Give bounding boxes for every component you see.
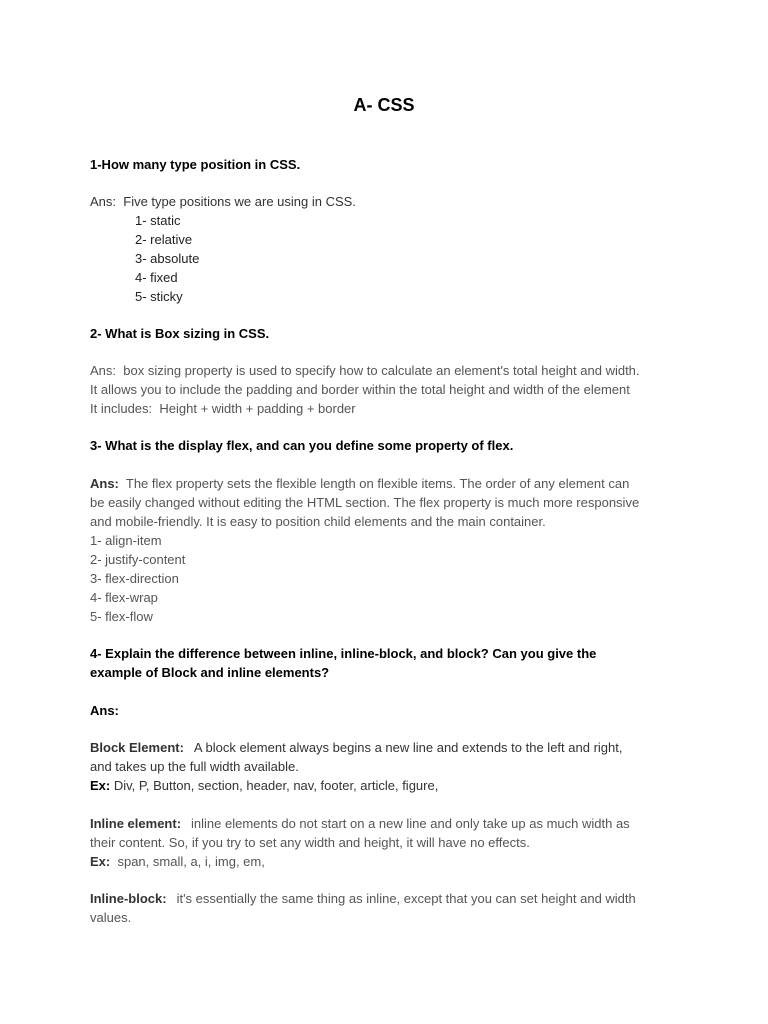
list-item: 5- sticky: [135, 289, 183, 304]
block-element-line-2: and takes up the full width available.: [90, 759, 299, 774]
answer-3-line-1: [90, 474, 710, 493]
list-item: 2- justify-content: [90, 552, 186, 567]
includes-label: It includes:: [90, 401, 153, 416]
answer-1-intro: [90, 192, 690, 211]
answer-text: box sizing property is used to specify how to calculate an element's total height and width.: [123, 363, 640, 378]
question-4-line-1: 4- Explain the difference between inline, inline-block, and block? Can you give the: [90, 646, 597, 661]
inline-block-line-2: values.: [90, 910, 132, 925]
answer-2-line-1: [90, 361, 710, 380]
example-text: Div, P, Button, section, header, nav, footer, article, figure,: [113, 778, 439, 793]
list-item: 4- flex-wrap: [90, 590, 158, 605]
question-4-line-2: example of Block and inline elements?: [90, 665, 330, 680]
question-1: 1-How many type position in CSS.: [90, 157, 301, 172]
inline-element-line-1: [90, 814, 710, 833]
block-element-line-1: [90, 738, 710, 757]
block-element-text: A block element always begins a new line and extends to the left and right,: [193, 740, 623, 755]
inline-block-line-1: [90, 889, 710, 908]
example-label: Ex:: [90, 778, 111, 793]
answer-2-line-3: [90, 399, 690, 418]
list-item: 2- relative: [135, 232, 193, 247]
list-item: 4- fixed: [135, 270, 178, 285]
question-2: 2- What is Box sizing in CSS.: [90, 326, 270, 341]
question-3: 3- What is the display flex, and can you define some property of flex.: [90, 438, 514, 453]
example-label: Ex:: [90, 854, 111, 869]
answer-3-line-2: be easily changed without editing the HTML section. The flex property is much more responsive: [90, 495, 640, 510]
list-item: 3- absolute: [135, 251, 200, 266]
answer-label: Ans:: [90, 194, 117, 209]
block-example: [90, 776, 690, 795]
block-element-label: Block Element:: [90, 740, 184, 755]
inline-element-line-2: their content. So, if you try to set any width and height, it will have no effects.: [90, 835, 530, 850]
inline-block-label: Inline-block:: [90, 891, 167, 906]
answer-label: Ans:: [90, 363, 117, 378]
answer-label: Ans:: [90, 476, 119, 491]
inline-element-text: inline elements do not start on a new line and only take up as much width as: [191, 816, 630, 831]
answer-2-line-2: It allows you to include the padding and border within the total height and width of the element: [90, 382, 630, 397]
list-item: 1- static: [135, 213, 181, 228]
inline-block-text: it's essentially the same thing as inline, except that you can set height and width: [176, 891, 636, 906]
answer-3-line-3: and mobile-friendly. It is easy to position child elements and the main container.: [90, 514, 546, 529]
example-text: span, small, a, i, img, em,: [117, 854, 265, 869]
answer-4-label: Ans:: [90, 703, 119, 718]
flex-property-list: [90, 531, 185, 626]
answer-text: The flex property sets the flexible length on flexible items. The order of any element can: [125, 476, 630, 491]
inline-element-label: Inline element:: [90, 816, 182, 831]
list-item: 1- align-item: [90, 533, 162, 548]
inline-example: [90, 852, 690, 871]
position-list: [135, 211, 199, 306]
page-title: A- CSS: [353, 95, 415, 115]
includes-text: Height + width + padding + border: [159, 401, 356, 416]
list-item: 5- flex-flow: [90, 609, 153, 624]
list-item: 3- flex-direction: [90, 571, 179, 586]
answer-text: Five type positions we are using in CSS.: [123, 194, 356, 209]
